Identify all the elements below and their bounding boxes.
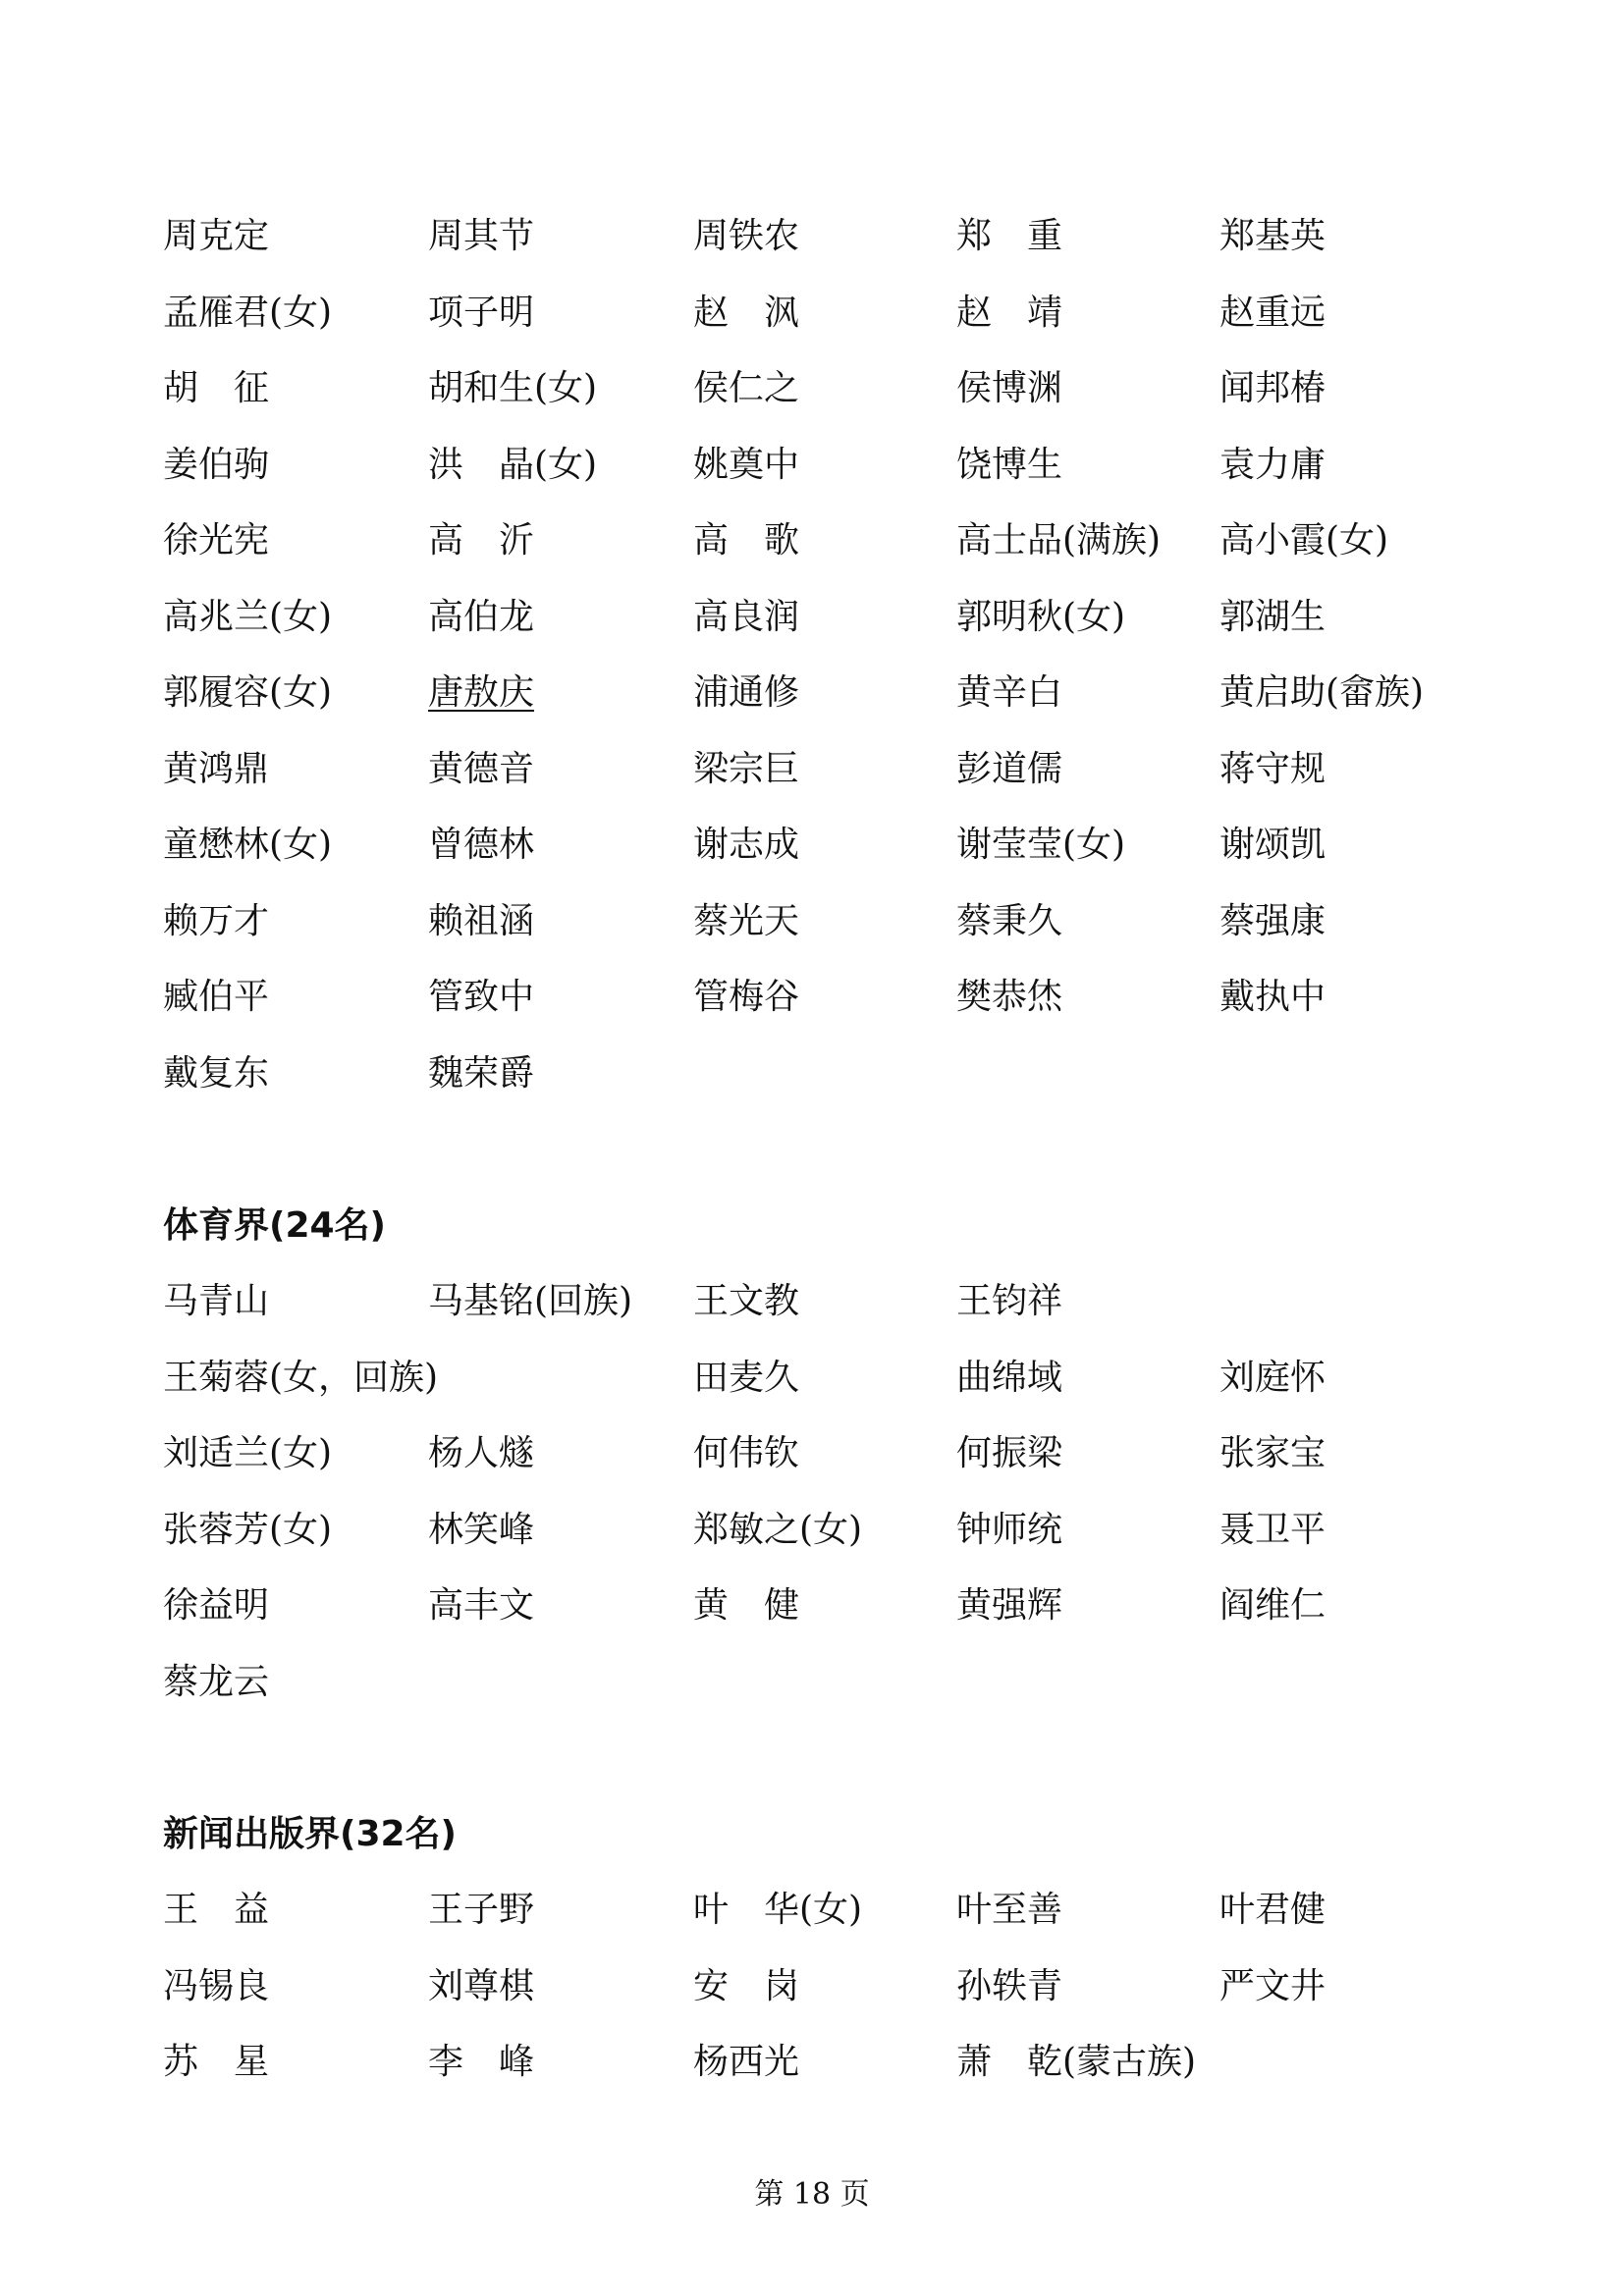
name-entry: 王 益 xyxy=(163,1890,270,1930)
name-row xyxy=(163,1881,1538,1940)
name-entry: 胡和生(女) xyxy=(428,368,598,408)
name-entry: 戴执中 xyxy=(1219,977,1326,1017)
name-entry: 阎维仁 xyxy=(1219,1585,1326,1626)
name-entry: 蒋守规 xyxy=(1219,749,1326,789)
name-entry: 徐益明 xyxy=(163,1585,270,1626)
name-entry: 张蓉芳(女) xyxy=(163,1510,333,1550)
name-row xyxy=(163,1576,1538,1635)
name-entry: 姚奠中 xyxy=(693,445,800,485)
name-entry: 叶至善 xyxy=(956,1890,1063,1930)
name-entry: 高丰文 xyxy=(428,1585,535,1626)
name-entry: 曾德林 xyxy=(428,825,535,865)
name-entry: 郑敏之(女) xyxy=(693,1510,863,1550)
name-entry: 孙轶青 xyxy=(956,1966,1063,2006)
name-entry: 侯仁之 xyxy=(693,368,800,408)
name-entry: 臧伯平 xyxy=(163,977,270,1017)
name-entry: 聂卫平 xyxy=(1219,1510,1326,1550)
name-entry: 高 歌 xyxy=(693,520,800,561)
name-row xyxy=(163,1424,1538,1483)
name-row xyxy=(163,2033,1538,2092)
name-entry: 蔡强康 xyxy=(1219,901,1326,941)
name-entry: 王子野 xyxy=(428,1890,535,1930)
name-row xyxy=(163,1272,1538,1331)
name-entry: 冯锡良 xyxy=(163,1966,270,2006)
name-entry: 王钧祥 xyxy=(956,1281,1063,1321)
name-entry: 袁力庸 xyxy=(1219,445,1326,485)
name-entry: 曲绵域 xyxy=(956,1358,1063,1398)
name-row xyxy=(163,359,1538,418)
name-entry: 刘庭怀 xyxy=(1219,1358,1326,1398)
name-entry: 侯博渊 xyxy=(956,368,1063,408)
name-entry: 浦通修 xyxy=(693,672,800,713)
name-entry: 管梅谷 xyxy=(693,977,800,1017)
name-entry: 何振梁 xyxy=(956,1433,1063,1473)
name-row xyxy=(163,1501,1538,1560)
name-entry: 黄强辉 xyxy=(956,1585,1063,1626)
name-entry: 黄鸿鼎 xyxy=(163,749,270,789)
name-entry: 高小霞(女) xyxy=(1219,520,1389,561)
name-entry: 赵 靖 xyxy=(956,293,1063,333)
name-entry: 郭履容(女) xyxy=(163,672,333,713)
name-row xyxy=(163,1653,1538,1712)
name-entry: 洪 晶(女) xyxy=(428,445,598,485)
name-entry: 高伯龙 xyxy=(428,597,535,637)
name-entry: 彭道儒 xyxy=(956,749,1063,789)
name-row xyxy=(163,588,1538,647)
name-entry: 叶 华(女) xyxy=(693,1890,863,1930)
name-entry: 蔡秉久 xyxy=(956,901,1063,941)
name-entry: 高兆兰(女) xyxy=(163,597,333,637)
name-entry: 戴复东 xyxy=(163,1053,270,1094)
name-entry: 樊恭烋 xyxy=(956,977,1063,1017)
name-row xyxy=(163,511,1538,570)
name-entry: 周克定 xyxy=(163,216,270,256)
name-entry: 童懋林(女) xyxy=(163,825,333,865)
name-entry: 张家宝 xyxy=(1219,1433,1326,1473)
name-entry: 项子明 xyxy=(428,293,535,333)
name-entry: 谢莹莹(女) xyxy=(956,825,1126,865)
name-entry: 何伟钦 xyxy=(693,1433,800,1473)
name-row xyxy=(163,1957,1538,2016)
name-entry: 刘适兰(女) xyxy=(163,1433,333,1473)
name-entry: 孟雁君(女) xyxy=(163,293,333,333)
name-entry-underlined: 唐敖庆 xyxy=(428,672,535,713)
name-entry: 赖万才 xyxy=(163,901,270,941)
name-entry: 黄德音 xyxy=(428,749,535,789)
name-entry: 谢颂凯 xyxy=(1219,825,1326,865)
name-entry: 苏 星 xyxy=(163,2042,270,2082)
name-entry: 严文井 xyxy=(1219,1966,1326,2006)
name-entry: 谢志成 xyxy=(693,825,800,865)
name-entry: 管致中 xyxy=(428,977,535,1017)
name-entry: 姜伯驹 xyxy=(163,445,270,485)
name-entry: 高士品(满族) xyxy=(956,520,1162,561)
section-title: 体育界(24名) xyxy=(163,1205,387,1246)
name-entry: 赖祖涵 xyxy=(428,901,535,941)
name-entry: 马青山 xyxy=(163,1281,270,1321)
name-entry: 胡 征 xyxy=(163,368,270,408)
name-entry: 刘尊棋 xyxy=(428,1966,535,2006)
name-entry: 赵重远 xyxy=(1219,293,1326,333)
page-number: 第 18 页 xyxy=(754,2177,870,2212)
name-row xyxy=(163,1349,1538,1408)
name-row xyxy=(163,816,1538,875)
name-entry: 蔡龙云 xyxy=(163,1662,270,1702)
name-entry: 安 岗 xyxy=(693,1966,800,2006)
name-entry: 高 沂 xyxy=(428,520,535,561)
name-entry: 杨西光 xyxy=(693,2042,800,2082)
name-row xyxy=(163,207,1538,266)
name-entry: 魏荣爵 xyxy=(428,1053,535,1094)
name-entry: 杨人燧 xyxy=(428,1433,535,1473)
name-row xyxy=(163,284,1538,343)
name-entry: 徐光宪 xyxy=(163,520,270,561)
name-entry: 梁宗巨 xyxy=(693,749,800,789)
name-entry: 周其节 xyxy=(428,216,535,256)
name-entry: 黄 健 xyxy=(693,1585,800,1626)
name-entry: 饶博生 xyxy=(956,445,1063,485)
name-entry: 李 峰 xyxy=(428,2042,535,2082)
name-entry: 赵 沨 xyxy=(693,293,800,333)
section-title: 新闻出版界(32名) xyxy=(163,1814,458,1854)
name-entry: 周铁农 xyxy=(693,216,800,256)
name-entry: 黄启助(畲族) xyxy=(1219,672,1425,713)
name-entry: 马基铭(回族) xyxy=(428,1281,633,1321)
name-row xyxy=(163,892,1538,951)
name-entry: 萧 乾(蒙古族) xyxy=(956,2042,1197,2082)
name-entry: 闻邦椿 xyxy=(1219,368,1326,408)
name-row xyxy=(163,436,1538,495)
name-entry: 郭湖生 xyxy=(1219,597,1326,637)
name-entry: 高良润 xyxy=(693,597,800,637)
name-entry-wide: 王菊蓉(女，回族) xyxy=(163,1358,439,1398)
name-entry: 黄辛白 xyxy=(956,672,1063,713)
name-entry: 郑 重 xyxy=(956,216,1063,256)
name-row xyxy=(163,664,1538,722)
name-row xyxy=(163,968,1538,1027)
name-entry: 叶君健 xyxy=(1219,1890,1326,1930)
name-row xyxy=(163,740,1538,799)
name-entry: 王文教 xyxy=(693,1281,800,1321)
name-entry: 蔡光天 xyxy=(693,901,800,941)
name-entry: 郭明秋(女) xyxy=(956,597,1126,637)
name-entry: 郑基英 xyxy=(1219,216,1326,256)
name-entry: 田麦久 xyxy=(693,1358,800,1398)
name-entry: 林笑峰 xyxy=(428,1510,535,1550)
name-entry: 钟师统 xyxy=(956,1510,1063,1550)
name-row xyxy=(163,1044,1538,1103)
